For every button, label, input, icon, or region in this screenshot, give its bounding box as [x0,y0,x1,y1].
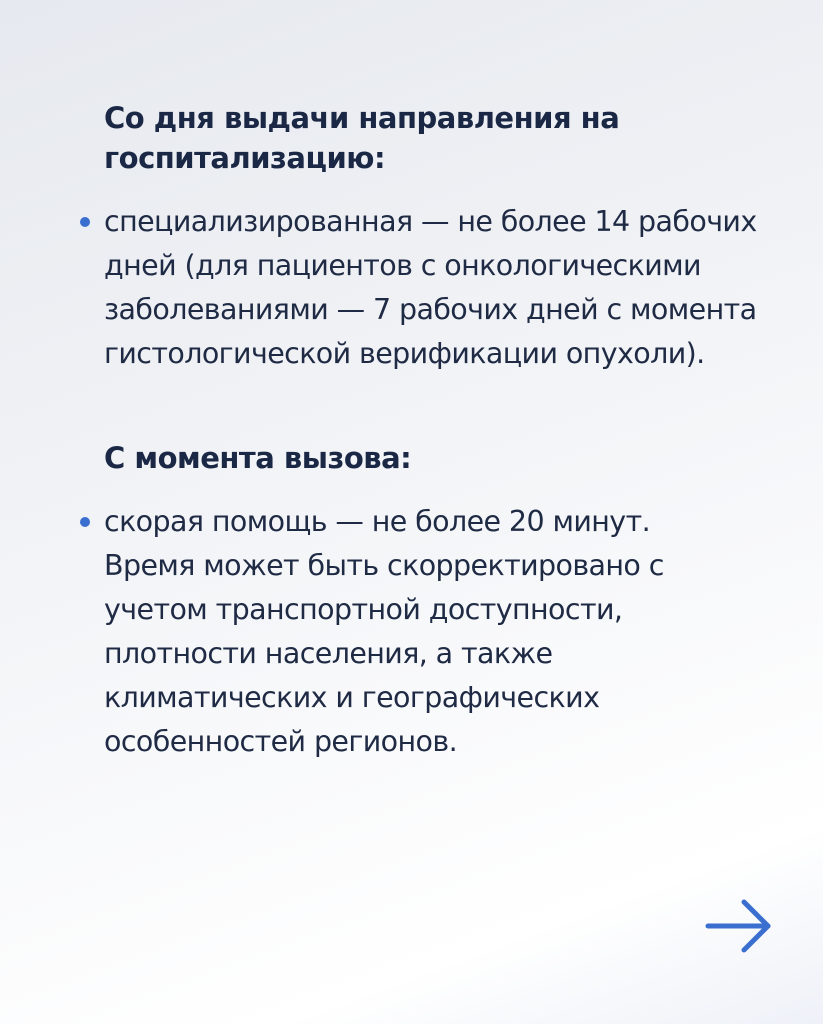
bullet-specialized-care: специализированная — не более 14 рабочих дней (для пациентов с онкологическими заболеваниями — 7 рабочих дней с момента гистологической верификации опухоли). [104,205,757,370]
section-heading-hospitalization: Со дня выдачи направления на госпитализацию: [104,101,620,175]
arrow-right-icon [704,896,774,956]
section-heading-call: С момента вызова: [104,441,412,475]
bullet-ambulance: скорая помощь — не более 20 минут. Время может быть скорректировано с учетом транспортной доступности, плотности населения, а также климатических и географических особенностей регионов. [104,505,664,758]
bullet-dot-icon [80,217,90,227]
next-slide-button[interactable] [704,896,774,956]
bullet-dot-icon [80,517,90,527]
